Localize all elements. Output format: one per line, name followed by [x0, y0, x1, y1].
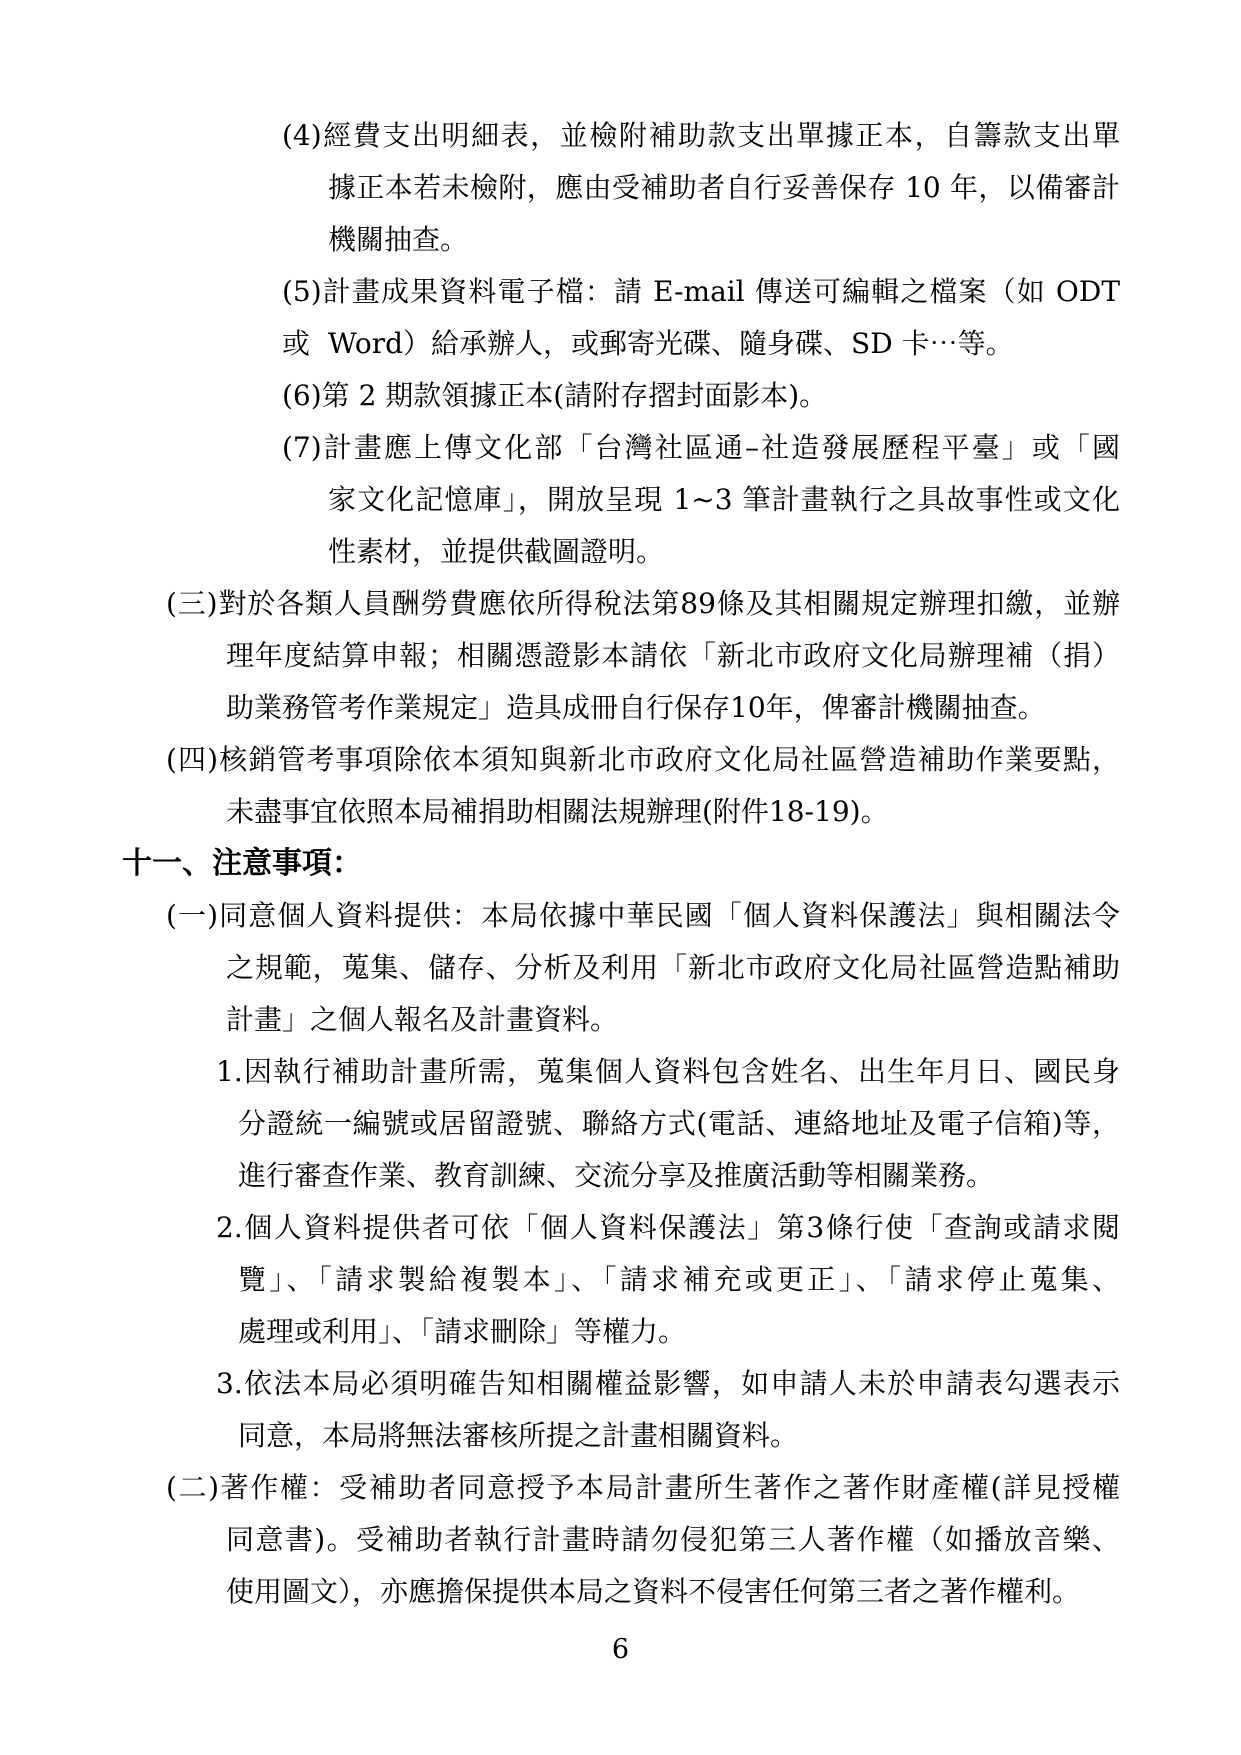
document-line: 機關抽查。 — [328, 223, 469, 256]
document-line: 據正本若未檢附，應由受補助者自行妥善保存 10 年，以備審計 — [328, 171, 1120, 204]
document-line: 1.因執行補助計畫所需，蒐集個人資料包含姓名、出生年月日、國民身 — [216, 1055, 1120, 1088]
document-line: 助業務管考作業規定」造具成冊自行保存10年，俾審計機關抽查。 — [226, 691, 1046, 724]
document-line: 十一、注意事項： — [122, 846, 362, 881]
document-line: 進行審查作業、教育訓練、交流分享及推廣活動等相關業務。 — [238, 1159, 995, 1192]
document-line: (一)同意個人資料提供：本局依據中華民國「個人資料保護法」與相關法令 — [166, 899, 1120, 932]
document-line: 使用圖文），亦應擔保提供本局之資料不侵害任何第三者之著作權利。 — [226, 1575, 1081, 1608]
document-line: 同意書)。受補助者執行計畫時請勿侵犯第三人著作權（如播放音樂、 — [226, 1523, 1120, 1556]
document-line: 2.個人資料提供者可依「個人資料保護法」第3條行使「查詢或請求閱 — [216, 1211, 1120, 1244]
text-block — [0, 110, 1241, 1618]
document-line: 3.依法本局必須明確告知相關權益影響，如申請人未於申請表勾選表示 — [216, 1367, 1120, 1400]
document-line: (二)著作權：受補助者同意授予本局計畫所生著作之著作財產權(詳見授權 — [166, 1471, 1120, 1504]
document-line: (三)對於各類人員酬勞費應依所得稅法第89條及其相關規定辦理扣繳，並辦 — [166, 587, 1120, 620]
document-line: (5)計畫成果資料電子檔：請 E-mail 傳送可編輯之檔案（如 ODT 或 — [282, 275, 1120, 360]
document-line: (四)核銷管考事項除依本須知與新北市政府文化局社區營造補助作業要點， — [166, 743, 1120, 776]
page-number: 6 — [611, 1634, 630, 1665]
document-line: 家文化記憶庫」，開放呈現 1~3 筆計畫執行之具故事性或文化 — [328, 483, 1120, 516]
document-line: Word）給承辦人，或郵寄光碟、隨身碟、SD 卡⋯等。 — [328, 327, 1014, 360]
document-line: 處理或利用」、「請求刪除」等權力。 — [238, 1315, 687, 1348]
document-line: (7)計畫應上傳文化部「台灣社區通–社造發展歷程平臺」或「國 — [282, 431, 1120, 464]
document-line: 同意，本局將無法審核所提之計畫相關資料。 — [238, 1419, 799, 1452]
document-line: (4)經費支出明細表，並檢附補助款支出單據正本，自籌款支出單 — [282, 119, 1120, 152]
document-line: 計畫」之個人報名及計畫資料。 — [226, 1003, 619, 1036]
document-line: 分證統一編號或居留證號、聯絡方式(電話、連絡地址及電子信箱)等， — [238, 1107, 1120, 1140]
document-line: (6)第 2 期款領據正本(請附存摺封面影本)。 — [282, 379, 828, 412]
document-line: 覽」、「請求製給複製本」、「請求補充或更正」、「請求停止蒐集、 — [238, 1263, 1120, 1296]
document-line: 之規範，蒐集、儲存、分析及利用「新北市政府文化局社區營造點補助 — [226, 951, 1120, 984]
document-line: 性素材，並提供截圖證明。 — [328, 535, 665, 568]
document-line: 理年度結算申報；相關憑證影本請依「新北市政府文化局辦理補（捐） — [226, 639, 1120, 672]
document-line: 未盡事宜依照本局補捐助相關法規辦理(附件18-19)。 — [226, 795, 889, 828]
